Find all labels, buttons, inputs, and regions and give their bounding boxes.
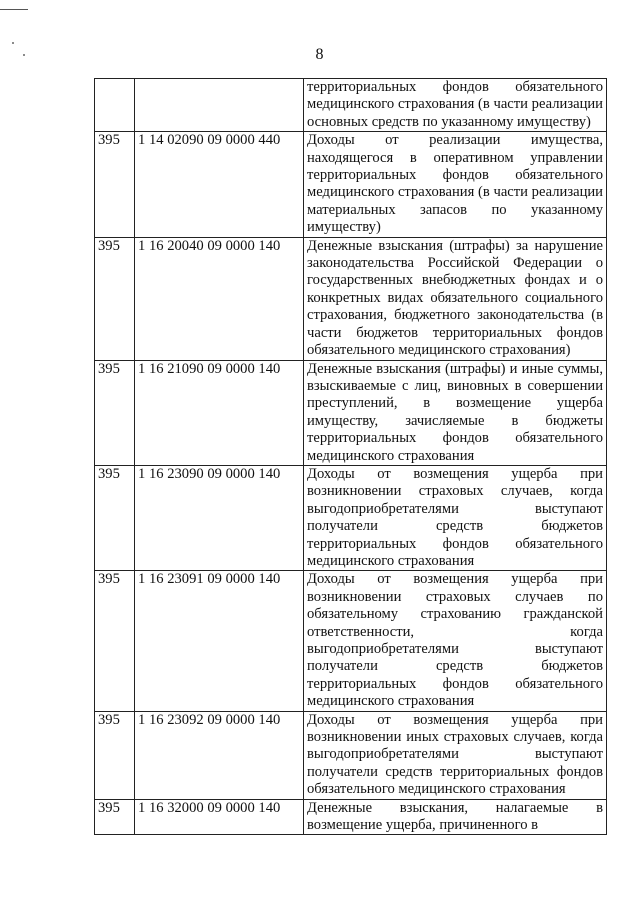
budget-code-cell: 1 16 20040 09 0000 140 bbox=[135, 237, 304, 360]
scan-corner-mark bbox=[0, 9, 28, 10]
budget-code-cell: 1 16 23092 09 0000 140 bbox=[135, 711, 304, 799]
admin-code-cell: 395 bbox=[95, 711, 135, 799]
revenue-description-cell: Денежные взыскания (штрафы) за нарушение законодательства Российской Федерации о государственных внебюджетных фондах и о конкретных видах обязательного социального страхования, бюджетного законодательства (в части бюджетов территориальных фондов обязательного медицинского страхования) bbox=[304, 237, 607, 360]
table-row bbox=[95, 79, 607, 132]
admin-code-cell: 395 bbox=[95, 360, 135, 465]
revenue-description-cell: Денежные взыскания (штрафы) и иные суммы, взыскиваемые с лиц, виновных в совершении преступлений, в возмещение ущерба имуществу, зачисляемые в бюджеты территориальных фондов обязательного медицинского страхования bbox=[304, 360, 607, 465]
admin-code-cell bbox=[95, 79, 135, 132]
admin-code-cell: 395 bbox=[95, 132, 135, 237]
revenue-description-cell: Денежные взыскания, налагаемые в возмещение ущерба, причиненного в bbox=[304, 799, 607, 835]
revenue-description-cell: Доходы от возмещения ущерба при возникновении иных страховых случаев, когда выгодоприобретателями выступают получатели средств территориальных фондов обязательного медицинского страхования bbox=[304, 711, 607, 799]
budget-code-cell: 1 16 32000 09 0000 140 bbox=[135, 799, 304, 835]
page-number: 8 bbox=[315, 46, 324, 63]
admin-code-cell: 395 bbox=[95, 799, 135, 835]
scan-speck bbox=[12, 42, 14, 44]
budget-code-cell bbox=[135, 79, 304, 132]
admin-code-cell: 395 bbox=[95, 465, 135, 570]
table-row bbox=[95, 237, 607, 360]
revenue-description-cell: территориальных фондов обязательного медицинского страхования (в части реализации основных средств по указанному имуществу) bbox=[304, 79, 607, 132]
budget-code-cell: 1 16 21090 09 0000 140 bbox=[135, 360, 304, 465]
revenue-description-cell: Доходы от возмещения ущерба при возникновении страховых случаев, когда выгодоприобретателями выступают получатели средств бюджетов территориальных фондов обязательного медицинского страхования bbox=[304, 465, 607, 570]
revenue-description-cell: Доходы от возмещения ущерба при возникновении страховых случаев по обязательному страхованию гражданской ответственности, когда выгодоприобретателями выступают получатели средств бюджетов территориальных фондов обязательного медицинского страхования bbox=[304, 571, 607, 711]
budget-code-cell: 1 14 02090 09 0000 440 bbox=[135, 132, 304, 237]
budget-code-cell: 1 16 23090 09 0000 140 bbox=[135, 465, 304, 570]
table-row bbox=[95, 465, 607, 570]
table-row bbox=[95, 571, 607, 711]
revenue-codes-table bbox=[94, 78, 607, 835]
table-row bbox=[95, 360, 607, 465]
admin-code-cell: 395 bbox=[95, 571, 135, 711]
table-row bbox=[95, 132, 607, 237]
table-row bbox=[95, 799, 607, 835]
admin-code-cell: 395 bbox=[95, 237, 135, 360]
budget-code-cell: 1 16 23091 09 0000 140 bbox=[135, 571, 304, 711]
table-row bbox=[95, 711, 607, 799]
revenue-description-cell: Доходы от реализации имущества, находящегося в оперативном управлении территориальных фондов обязательного медицинского страхования (в части реализации материальных запасов по указанному имуществу) bbox=[304, 132, 607, 237]
